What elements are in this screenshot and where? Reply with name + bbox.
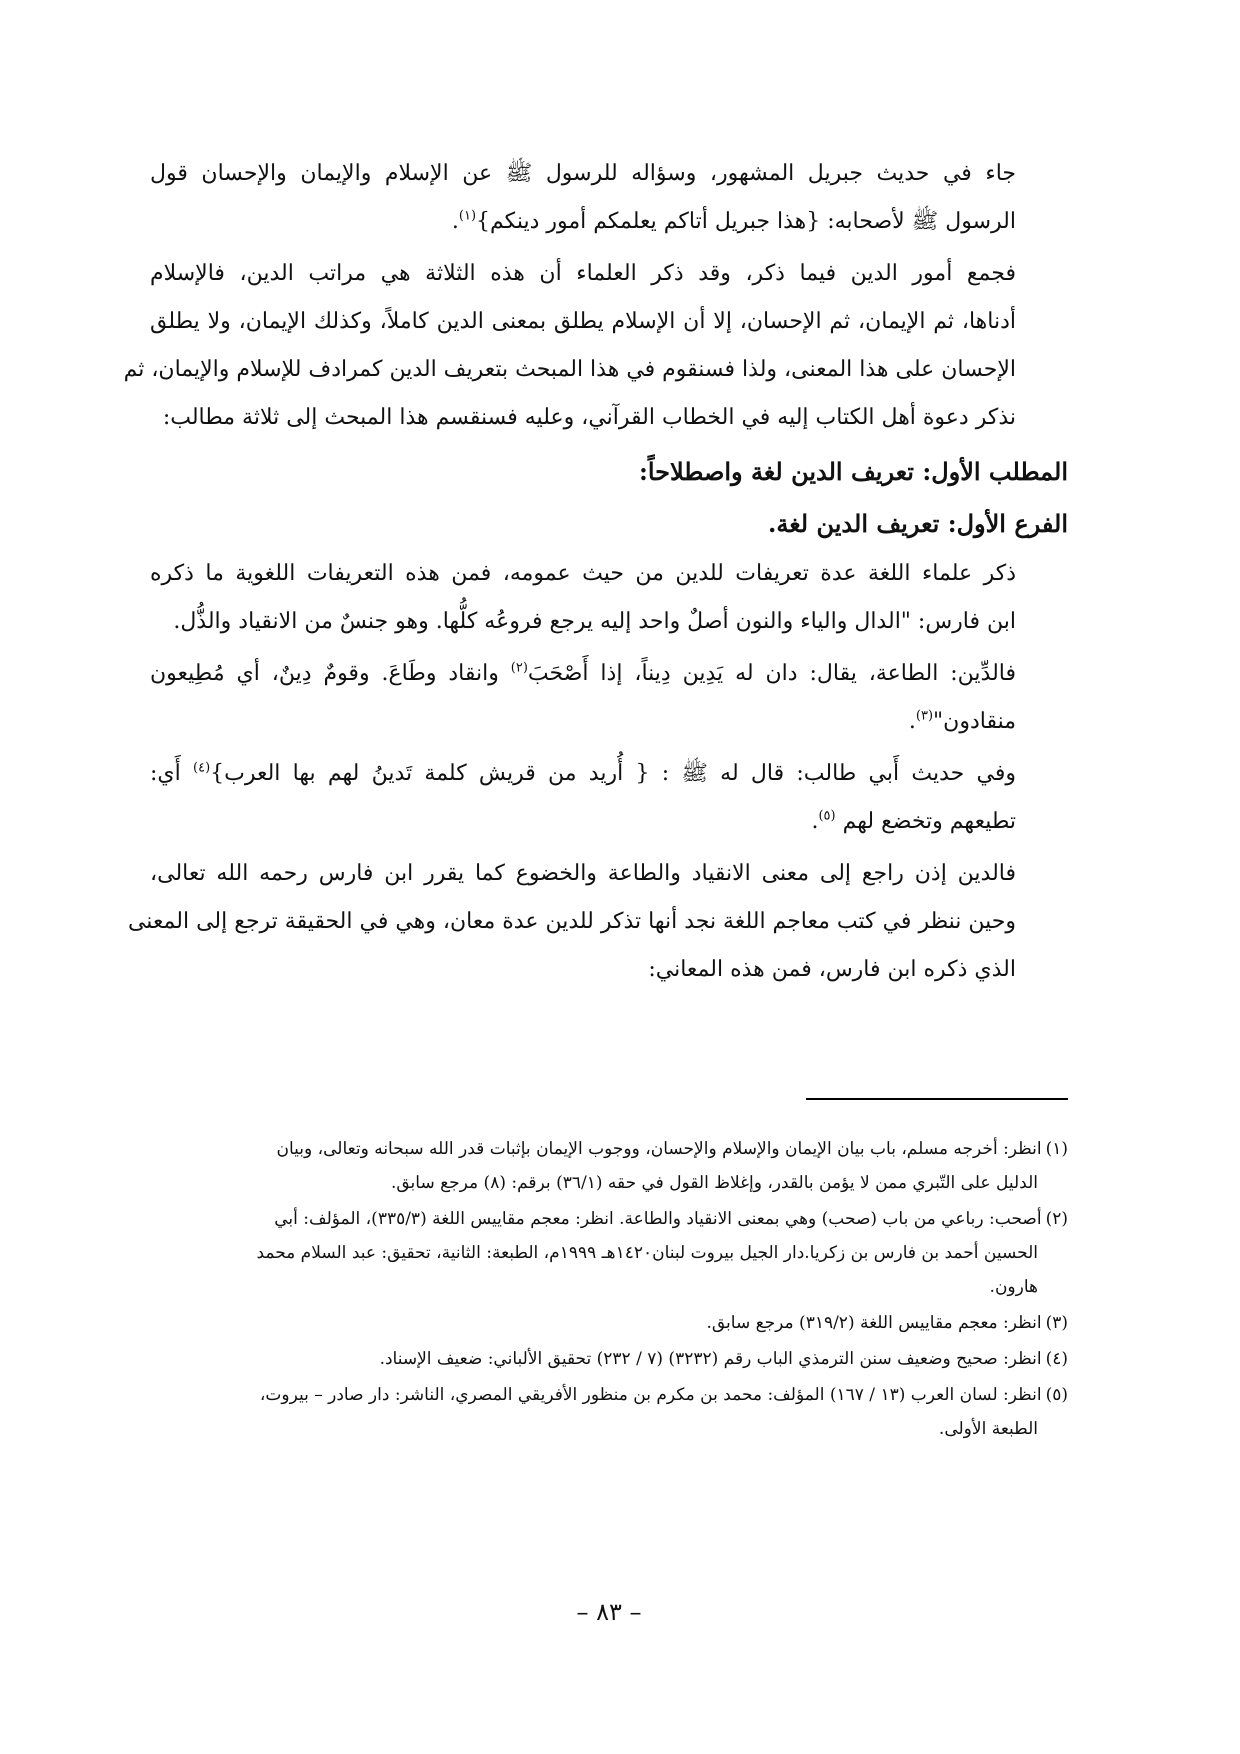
p5-line-2 [150,798,1016,846]
p5-line-1 [150,750,1016,798]
paragraph-1 [150,150,1068,246]
footnote-text-cont: الدليل على التّبري ممن لا يؤمن بالقدر، وإغلاظ القول في حقه (٣٦/١) برقم: (٨) مرجع سابق. [390,1173,1038,1193]
p2-line-3: الإحسان على هذا المعنى، ولذا فسنقوم في هذا المبحث بتعريف الدين كمرادف للإسلام والإيمان، ثم [123,357,1016,382]
p4-line-1 [150,650,1016,698]
footnote-5 [150,1378,1068,1446]
footnote-number: (١) [1045,1139,1068,1159]
p3-line-2: ابن فارس: "الدال والياء والنون أصلٌ واحد إليه يرجع فروعُه كلُّها. وهو جنسٌ من الانقياد والذُّل. [173,609,1016,634]
p4-line-1-text-b: وانقاد وطَاعَ. وقومٌ دِينٌ، أي مُطِيعون [150,661,511,686]
p6-line-3: الذي ذكره ابن فارس، فمن هذه المعاني: [648,957,1016,982]
p4-line-2-text: منقادون" [933,709,1016,734]
p6-line-1: فالدين إذن راجع إلى معنى الانقياد والطاعة والخضوع كما يقرر ابن فارس رحمه الله تعالى، [150,861,1016,886]
footnote-number: (٢) [1045,1209,1068,1229]
p2-line-4: نذكر دعوة أهل الكتاب إليه في الخطاب القرآني، وعليه فسنقسم هذا المبحث إلى ثلاثة مطالب: [162,405,1016,430]
p1-line-1: جاء في حديث جبريل المشهور، وسؤاله للرسول ﷺ عن الإسلام والإيمان والإحسان قول [150,161,1016,186]
p1-line-2-text: الرسول ﷺ لأصحابه: {هذا جبريل أتاكم يعلمكم أمور دينكم} [476,209,1016,234]
paragraph-2 [123,250,1068,442]
paragraph-3 [150,550,1068,646]
footnote-number: (٤) [1045,1349,1068,1369]
p5-line-2-text: تطيعهم وتخضع لهم [835,809,1016,834]
footnote-text-cont: الطبعة الأولى. [938,1419,1038,1439]
footnote-divider [806,1098,1068,1100]
paragraph-4 [150,650,1068,746]
footnote-ref-3[interactable]: (٣) [915,708,934,724]
footnote-text-cont: الحسين أحمد بن فارس بن زكريا.دار الجيل بيروت لبنان١٤٢٠هـ ١٩٩٩م، الطبعة: الثانية، تحقيق: عبد السلام محمد [256,1243,1038,1263]
paragraph-6 [127,850,1068,994]
footnote-text: أصحب: رباعي من باب (صحب) وهي بمعنى الانقياد والطاعة. انظر: معجم مقاييس اللغة (٣٣٥/٣)، المؤلف: أبي [274,1209,1042,1229]
page-number: – ٨٣ – [576,1598,642,1626]
paragraph-5 [150,750,1068,846]
footnote-ref-4[interactable]: (٤) [193,760,211,776]
footnote-text-cont-2: هارون. [989,1277,1038,1297]
p2-line-1: فجمع أمور الدين فيما ذكر، وقد ذكر العلماء أن هذه الثلاثة هي مراتب الدين، فالإسلام [150,261,1016,286]
p6-line-2: وحين ننظر في كتب معاجم اللغة نجد أنها تذكر للدين عدة معان، وهي في الحقيقة ترجع إلى المعنى [127,909,1016,934]
footnote-text: انظر: لسان العرب (١٣ / ١٦٧) المؤلف: محمد بن مكرم بن منظور الأفريقي المصري، الناشر: دار صادر – بيروت، [259,1385,1042,1405]
p1-line-2 [150,198,1016,246]
subsection-heading: الفرع الأول: تعريف الدين لغة. [767,509,1068,538]
footnote-1 [150,1132,1068,1200]
footnote-number: (٥) [1045,1385,1068,1405]
footnotes [150,1132,1068,1448]
p5-line-1-text-b: أَي: [150,761,193,786]
page [123,150,1068,1710]
footnote-ref-5[interactable]: (٥) [818,808,836,824]
footnote-text: انظر: معجم مقاييس اللغة (٣١٩/٢) مرجع سابق. [706,1313,1042,1333]
p4-line-2-end: . [908,709,916,734]
footnote-ref-2[interactable]: (٢) [510,660,528,676]
footnote-text: انظر: صحيح وضعيف سنن الترمذي الباب رقم (٣٢٣٢) (٧ / ٢٣٢) تحقيق الألباني: ضعيف الإسناد. [379,1349,1042,1369]
section-heading: المطلب الأول: تعريف الدين لغة واصطلاحاً: [638,457,1068,486]
p4-line-1-text-a: فالدِّين: الطاعة، يقال: دان له يَدِين دِيناً، إذا أَصْحَبَ [527,661,1016,686]
footnote-ref-1[interactable]: (١) [458,208,477,224]
footnote-text: انظر: أخرجه مسلم، باب بيان الإيمان والإسلام والإحسان، ووجوب الإيمان بإثبات قدر الله سبحانه وتعالى، وبيان [276,1139,1042,1159]
p2-line-2: أدناها، ثم الإيمان، ثم الإحسان، إلا أن الإسلام يطلق بمعنى الدين كاملاً، وكذلك الإيمان، ولا يطلق [150,309,1016,334]
footnote-number: (٣) [1045,1313,1068,1333]
p1-line-2-end: . [451,209,459,234]
footnote-2 [150,1202,1068,1304]
p5-line-2-end: . [811,809,819,834]
p4-line-2 [150,698,1016,746]
p5-line-1-text-a: وفي حديث أَبي طالب: قال له ﷺ : { أُريد من قريش كلمة تَدينُ لهم بها العرب} [210,761,1016,786]
footnote-4 [150,1342,1068,1376]
p3-line-1: ذكر علماء اللغة عدة تعريفات للدين من حيث عمومه، فمن هذه التعريفات اللغوية ما ذكره [150,561,1016,586]
footnote-3 [150,1306,1068,1340]
